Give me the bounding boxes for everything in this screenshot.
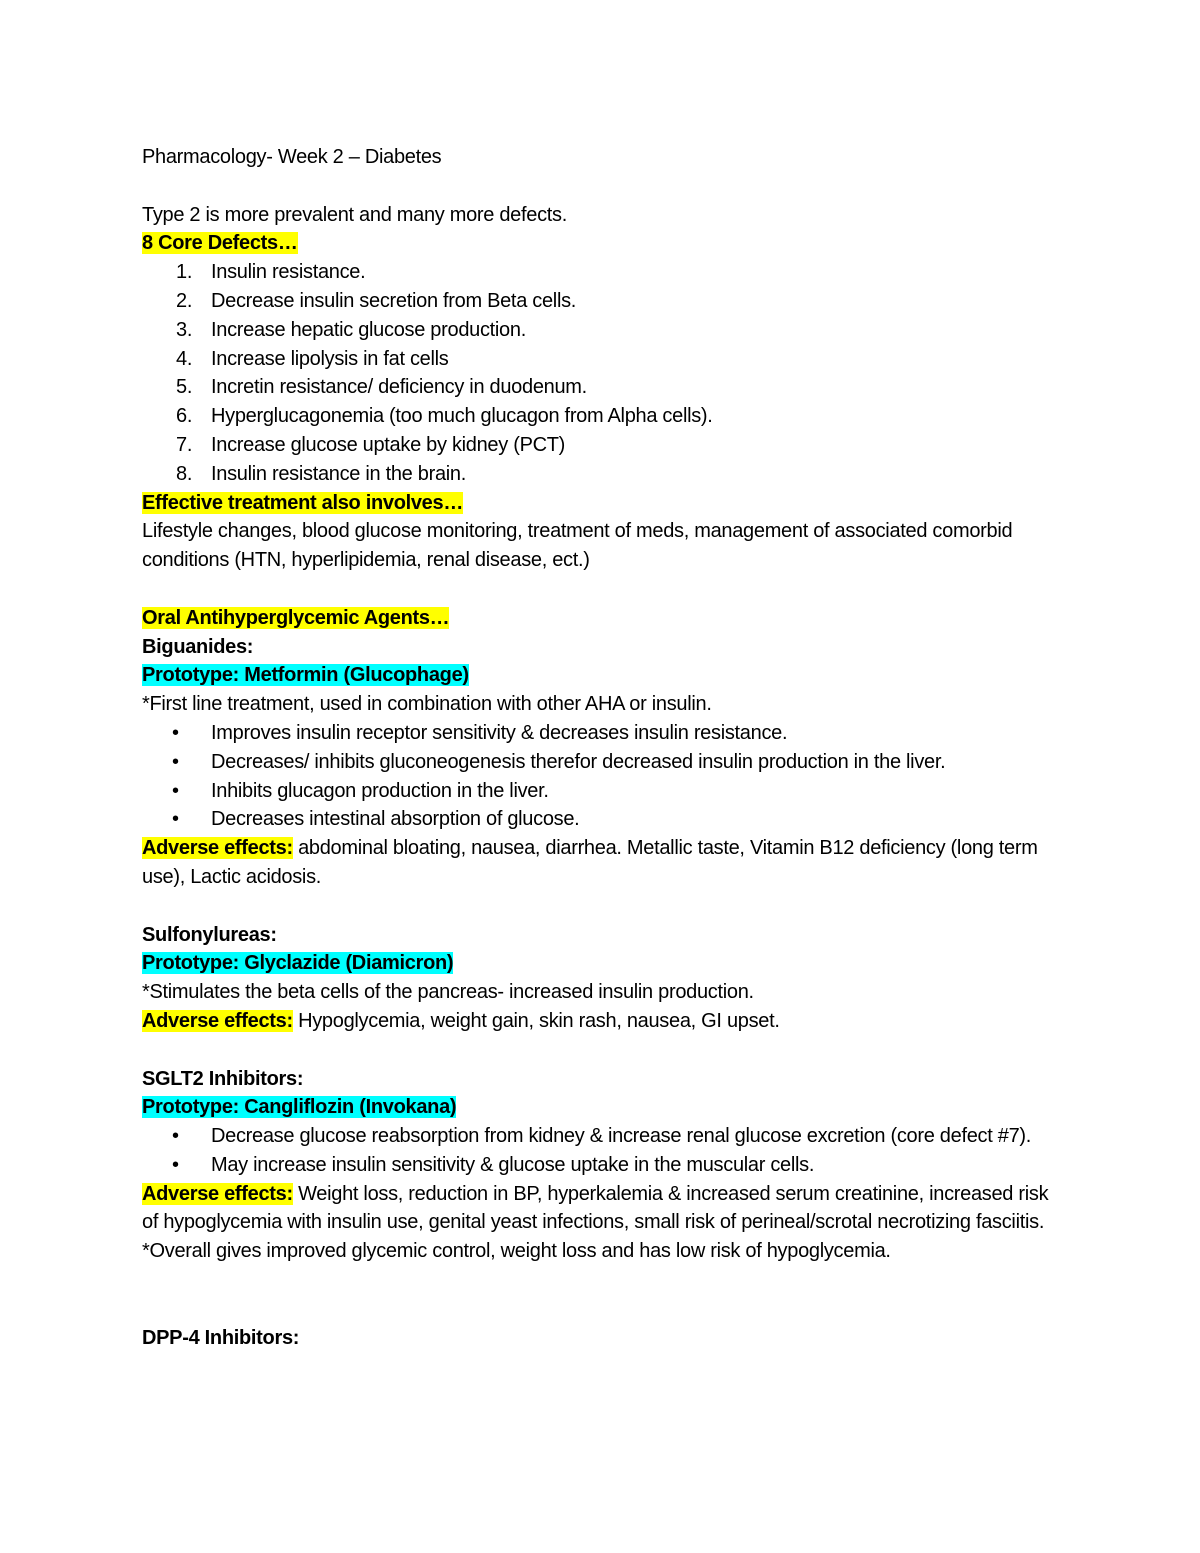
adverse-text: Weight loss, reduction in BP, hyperkalemia & increased serum creatinine, increased risk of hypoglycemia with insulin use, genital yeast infections, small risk of perineal/scrotal necrotizing fasciitis. <box>142 1182 1049 1234</box>
biguanides-prototype <box>142 661 1062 690</box>
treatment-text: Lifestyle changes, blood glucose monitoring, treatment of meds, management of associated comorbid conditions (HTN, hyperlipidemia, renal disease, ect.) <box>142 520 1013 572</box>
treatment-heading <box>142 489 1062 518</box>
document-body <box>142 143 1062 1352</box>
list-item-text: Increase hepatic glucose production. <box>211 318 526 341</box>
adverse-label: Adverse effects: <box>142 1182 293 1205</box>
bullet-icon: • <box>172 779 179 802</box>
spacer <box>142 172 1062 201</box>
biguanides-bullets <box>142 719 1062 834</box>
list-item <box>142 719 1062 748</box>
sulfonylureas-note: *Stimulates the beta cells of the pancreas- increased insulin production. <box>142 981 754 1004</box>
core-defects-list <box>142 258 1062 488</box>
list-item <box>142 345 1062 374</box>
treatment-heading-text: Effective treatment also involves… <box>142 491 464 514</box>
list-number: 4. <box>176 347 193 370</box>
spacer <box>142 1266 1062 1295</box>
spacer <box>142 575 1062 604</box>
list-item <box>142 258 1062 287</box>
page-title: Pharmacology- Week 2 – Diabetes <box>142 146 442 168</box>
sglt2-adverse <box>142 1180 1062 1238</box>
list-item-text: Incretin resistance/ deficiency in duodenum. <box>211 376 587 399</box>
list-item <box>142 805 1062 834</box>
list-item <box>142 1122 1062 1151</box>
list-item-text: Decrease glucose reabsorption from kidney & increase renal glucose excretion (core defect #7). <box>211 1125 1032 1148</box>
sulfonylureas-prototype <box>142 949 1062 978</box>
list-item <box>142 373 1062 402</box>
list-item-text: Decreases intestinal absorption of glucose. <box>211 808 580 831</box>
list-item <box>142 1151 1062 1180</box>
sglt2-class: SGLT2 Inhibitors: <box>142 1067 304 1090</box>
list-item-text: Increase lipolysis in fat cells <box>211 347 449 370</box>
adverse-label: Adverse effects: <box>142 837 293 860</box>
list-number: 1. <box>176 261 193 284</box>
list-item-text: May increase insulin sensitivity & glucose uptake in the muscular cells. <box>211 1153 815 1176</box>
spacer <box>142 1036 1062 1065</box>
list-number: 7. <box>176 433 193 456</box>
oral-agents-heading-text: Oral Antihyperglycemic Agents… <box>142 606 450 629</box>
bullet-icon: • <box>172 1153 179 1176</box>
sulfonylureas-class: Sulfonylureas: <box>142 923 277 946</box>
adverse-label: Adverse effects: <box>142 1009 293 1032</box>
list-item <box>142 431 1062 460</box>
list-item <box>142 287 1062 316</box>
bullet-icon: • <box>172 808 179 831</box>
bullet-icon: • <box>172 750 179 773</box>
list-item-text: Improves insulin receptor sensitivity & decreases insulin resistance. <box>211 721 788 744</box>
biguanides-prototype-text: Prototype: Metformin (Glucophage) <box>142 664 469 687</box>
spacer <box>142 1295 1062 1324</box>
list-number: 3. <box>176 318 193 341</box>
oral-agents-heading <box>142 604 1062 633</box>
biguanides-class: Biguanides: <box>142 635 254 658</box>
biguanides-note: *First line treatment, used in combination with other AHA or insulin. <box>142 693 712 716</box>
list-item-text: Insulin resistance. <box>211 261 366 284</box>
list-item <box>142 748 1062 777</box>
sulfonylureas-adverse <box>142 1007 1062 1036</box>
list-item <box>142 777 1062 806</box>
list-item-text: Insulin resistance in the brain. <box>211 462 466 485</box>
list-item <box>142 402 1062 431</box>
sulfonylureas-prototype-text: Prototype: Glyclazide (Diamicron) <box>142 952 454 975</box>
sglt2-bullets <box>142 1122 1062 1180</box>
adverse-text: abdominal bloating, nausea, diarrhea. Metallic taste, Vitamin B12 deficiency (long term use), Lactic acidosis. <box>142 837 1038 888</box>
list-number: 6. <box>176 405 193 428</box>
intro-text: Type 2 is more prevalent and many more defects. <box>142 203 568 226</box>
core-defects-heading-text: 8 Core Defects… <box>142 232 298 255</box>
list-item-text: Inhibits glucagon production in the liver. <box>211 779 549 802</box>
list-item <box>142 316 1062 345</box>
list-item-text: Decreases/ inhibits gluconeogenesis therefor decreased insulin production in the liver. <box>211 750 946 773</box>
spacer <box>142 892 1062 921</box>
list-item-text: Decrease insulin secretion from Beta cells. <box>211 289 577 312</box>
adverse-text: Hypoglycemia, weight gain, skin rash, nausea, GI upset. <box>292 1009 780 1032</box>
list-number: 8. <box>176 462 193 485</box>
list-item <box>142 460 1062 489</box>
list-item-text: Increase glucose uptake by kidney (PCT) <box>211 433 566 456</box>
list-item-text: Hyperglucagonemia (too much glucagon from Alpha cells). <box>211 405 713 428</box>
sglt2-prototype-text: Prototype: Cangliflozin (Invokana) <box>142 1096 457 1119</box>
bullet-icon: • <box>172 721 179 744</box>
core-defects-heading <box>142 229 1062 258</box>
biguanides-adverse <box>142 834 1062 892</box>
dpp4-class: DPP-4 Inhibitors: <box>142 1326 300 1349</box>
list-number: 5. <box>176 376 193 399</box>
list-number: 2. <box>176 289 193 312</box>
sglt2-prototype <box>142 1093 1062 1122</box>
bullet-icon: • <box>172 1125 179 1148</box>
sglt2-overall: *Overall gives improved glycemic control, weight loss and has low risk of hypoglycemia. <box>142 1240 891 1263</box>
